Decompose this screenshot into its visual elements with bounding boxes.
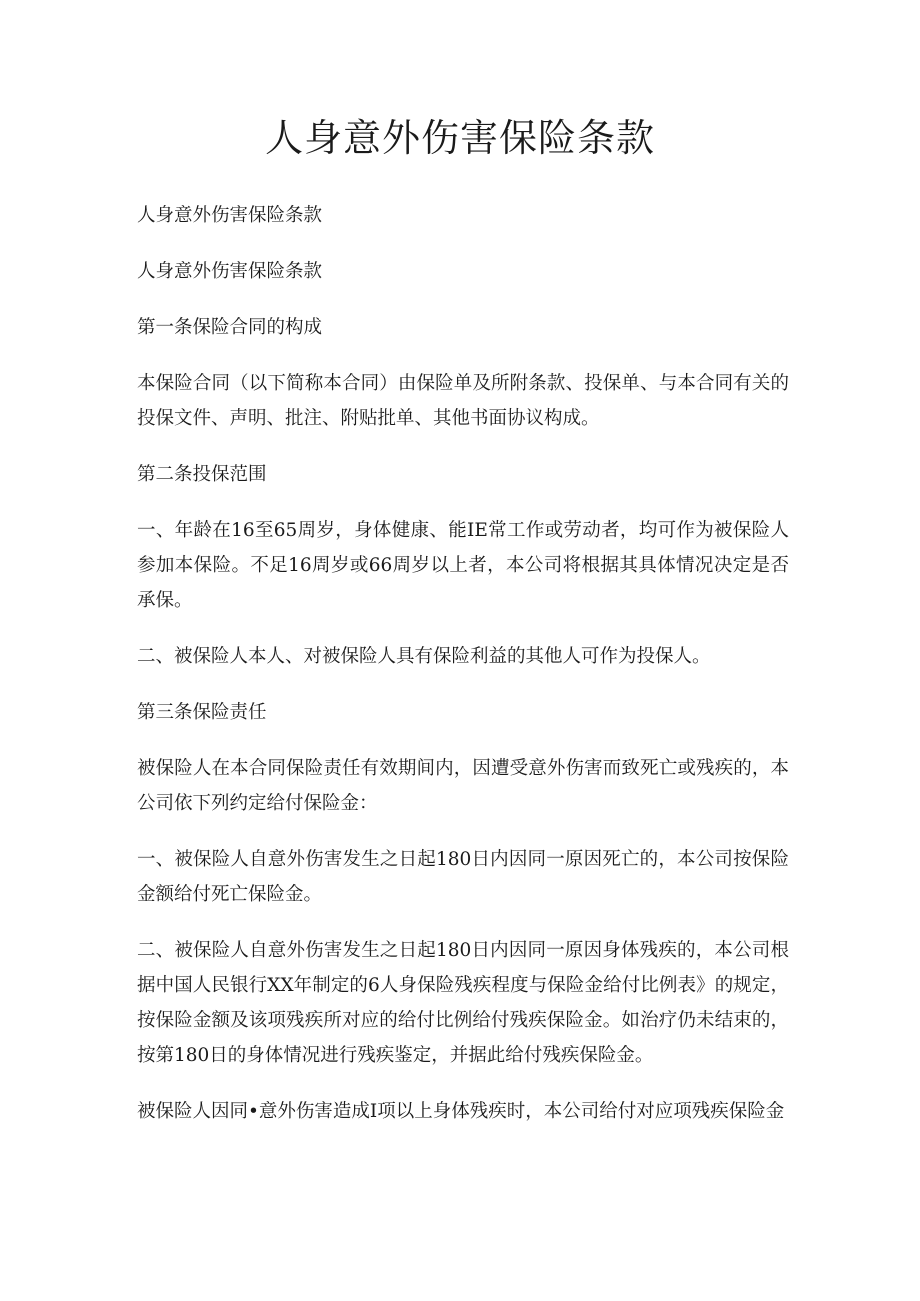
document-title: 人身意外伤害保险条款 xyxy=(264,116,655,160)
article-1-text: 本保险合同（以下简称本合同）由保险单及所附条款、投保单、与本合同有关的投保文件、声明、批注、附贴批单、其他书面协议构成。 xyxy=(137,373,789,429)
article-2-item-1: 一、年龄在16至65周岁，身体健康、能IE常工作或劳动者，均可作为被保险人参加本保险。不足16周岁或66周岁以上者，本公司将根据其具体情况决定是否承保。 xyxy=(137,520,789,611)
article-3-heading: 第三条保险责任 xyxy=(137,702,267,723)
document-body xyxy=(137,198,789,1129)
article-3-continuation: 被保险人因同•意外伤害造成I项以上身体残疾时，本公司给付对应项残疾保险金 xyxy=(137,1101,785,1122)
article-3-item-1: 一、被保险人自意外伤害发生之日起180日内因同一原因死亡的，本公司按保险金额给付死亡保险金。 xyxy=(137,849,789,905)
paragraph-subtitle-2: 人身意外伤害保险条款 xyxy=(137,261,323,282)
article-2-heading: 第二条投保范围 xyxy=(137,464,267,485)
paragraph-subtitle-1: 人身意外伤害保险条款 xyxy=(137,205,323,226)
article-3-intro: 被保险人在本合同保险责任有效期间内，因遭受意外伤害而致死亡或残疾的，本公司依下列约定给付保险金： xyxy=(137,758,789,814)
article-1-heading: 第一条保险合同的构成 xyxy=(137,317,323,338)
article-2-item-2: 二、被保险人本人、对被保险人具有保险利益的其他人可作为投保人。 xyxy=(137,646,711,667)
article-3-item-2: 二、被保险人自意外伤害发生之日起180日内因同一原因身体残疾的，本公司根据中国人民银行XX年制定的6人身保险残疾程度与保险金给付比例表》的规定，按保险金额及该项残疾所对应的给付比例给付残疾保险金。如治疗仍未结束的，按第180日的身体情况进行残疾鉴定，并据此给付残疾保险金。 xyxy=(137,940,789,1066)
